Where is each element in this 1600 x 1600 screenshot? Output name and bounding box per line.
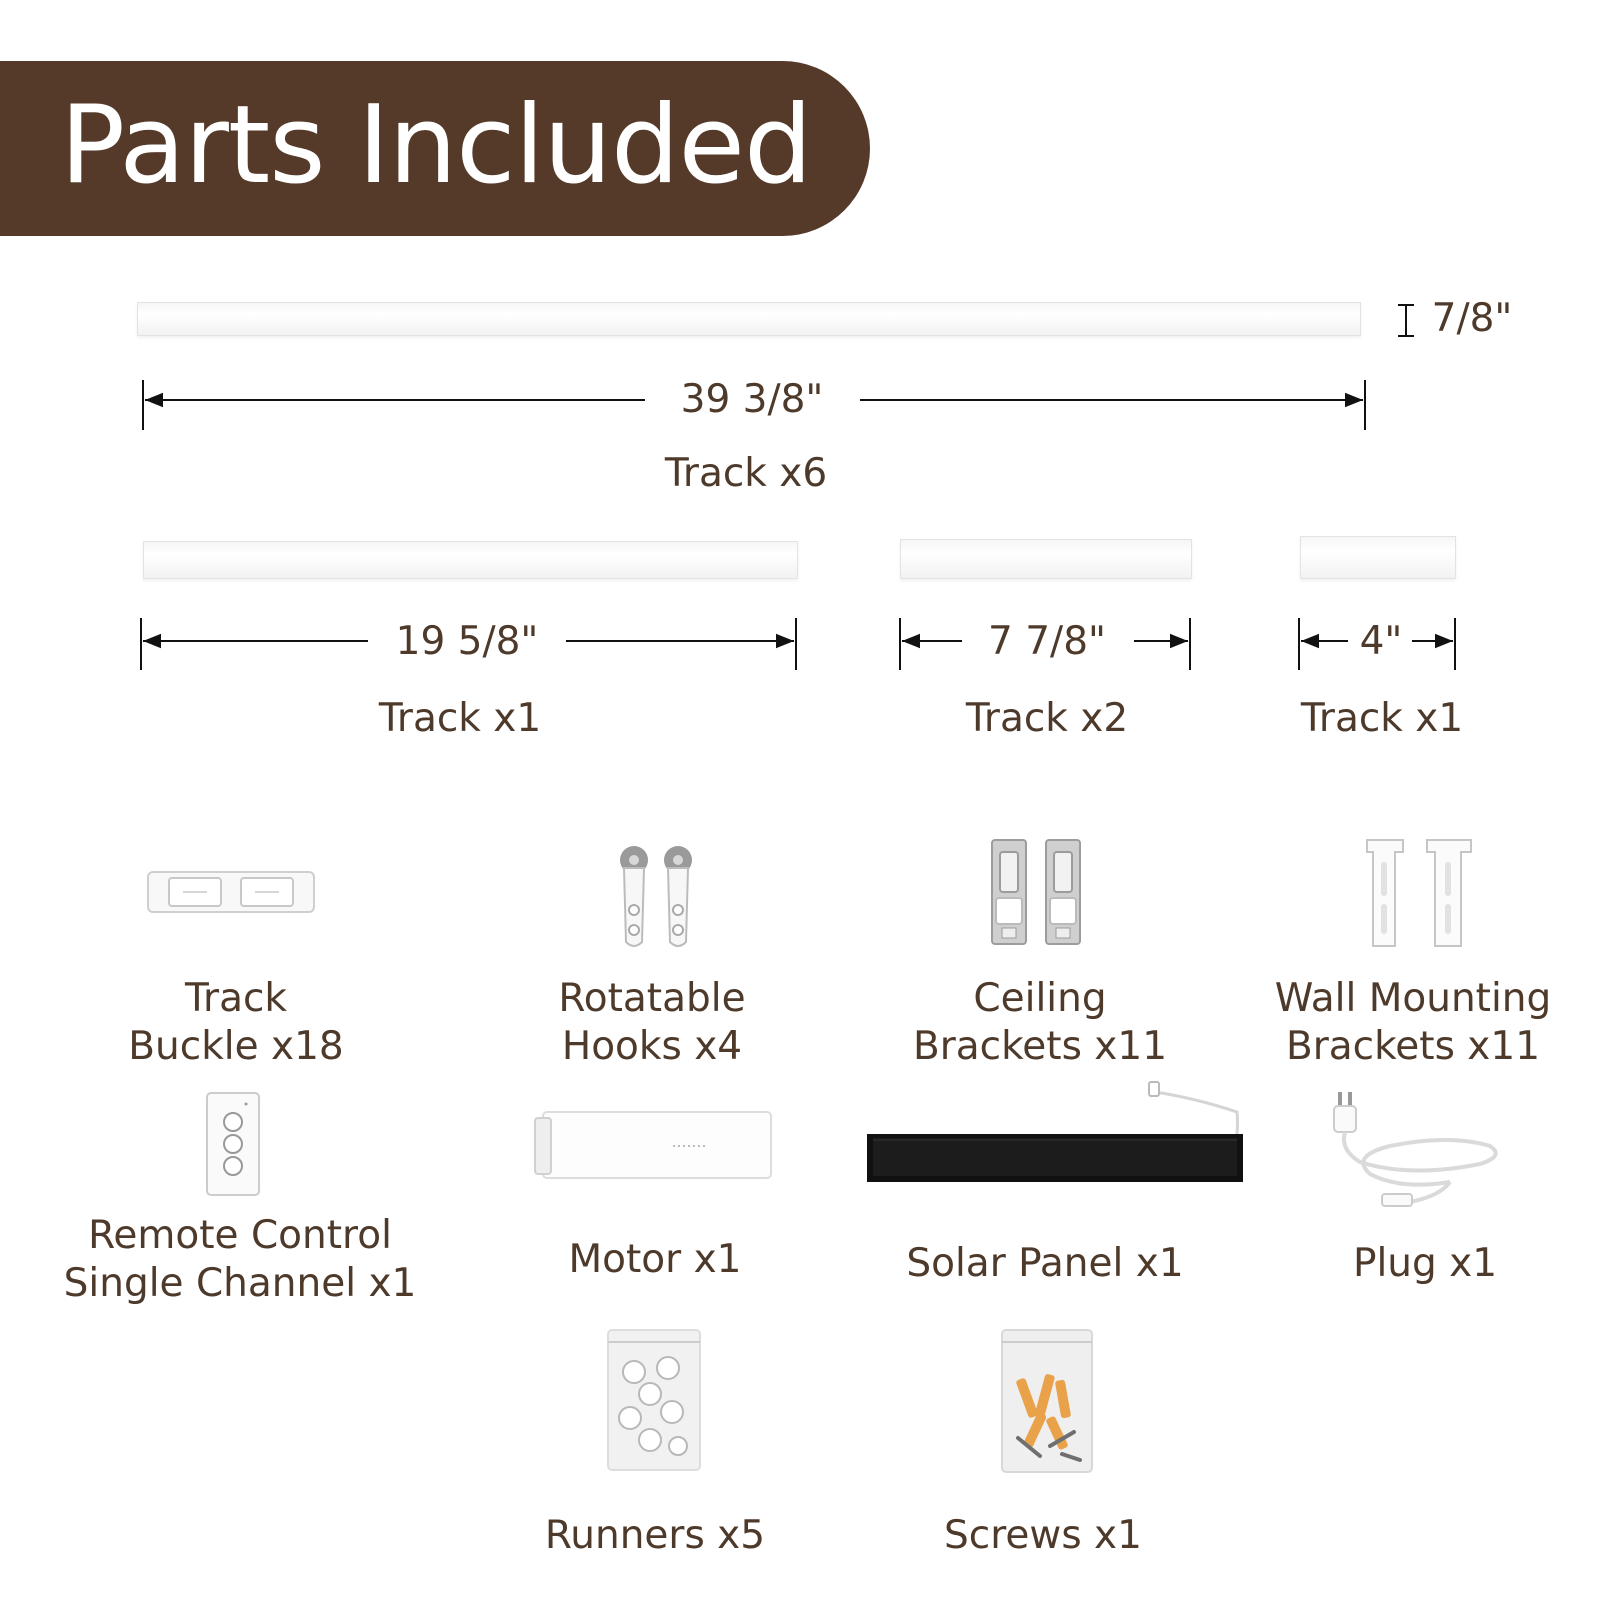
wall-mounting-brackets-icon [1365,838,1475,950]
short-track-length: 7 7/8" [982,620,1112,664]
mini-track-length: 4" [1354,620,1409,664]
remote-control-label: Remote Control Single Channel x1 [63,1213,417,1306]
long-track-length: 39 3/8" [675,378,830,422]
rotatable-hooks-label: Rotatable Hooks x4 [558,976,746,1069]
wall-mounting-brackets-label: Wall Mounting Brackets x11 [1274,976,1552,1069]
runners-bag-icon [606,1328,702,1472]
medium-track-length: 19 5/8" [390,620,545,664]
track-buckle-label: Track Buckle x18 [128,976,344,1069]
ceiling-brackets-icon [990,838,1084,948]
medium-track-label: Track x1 [378,696,542,741]
runners-label: Runners x5 [544,1513,766,1558]
page-title: Parts Included [60,83,812,208]
remote-control-icon [206,1092,260,1196]
long-track-height: 7/8" [1431,296,1513,341]
short-track-label: Track x2 [965,696,1129,741]
screws-bag-icon [1000,1328,1094,1474]
solar-panel-label: Solar Panel x1 [906,1241,1184,1286]
track-buckle-icon [147,868,315,916]
mini-track-label: Track x1 [1300,696,1464,741]
screws-label: Screws x1 [944,1513,1142,1558]
height-dimension-marker [1398,305,1414,336]
motor-icon [533,1110,773,1182]
long-track-label: Track x6 [664,451,828,496]
rotatable-hooks-icon [612,838,702,948]
plug-label: Plug x1 [1352,1241,1498,1286]
solar-panel-icon [865,1078,1245,1186]
plug-icon [1330,1090,1510,1214]
motor-label: Motor x1 [568,1237,742,1282]
ceiling-brackets-label: Ceiling Brackets x11 [912,976,1168,1069]
